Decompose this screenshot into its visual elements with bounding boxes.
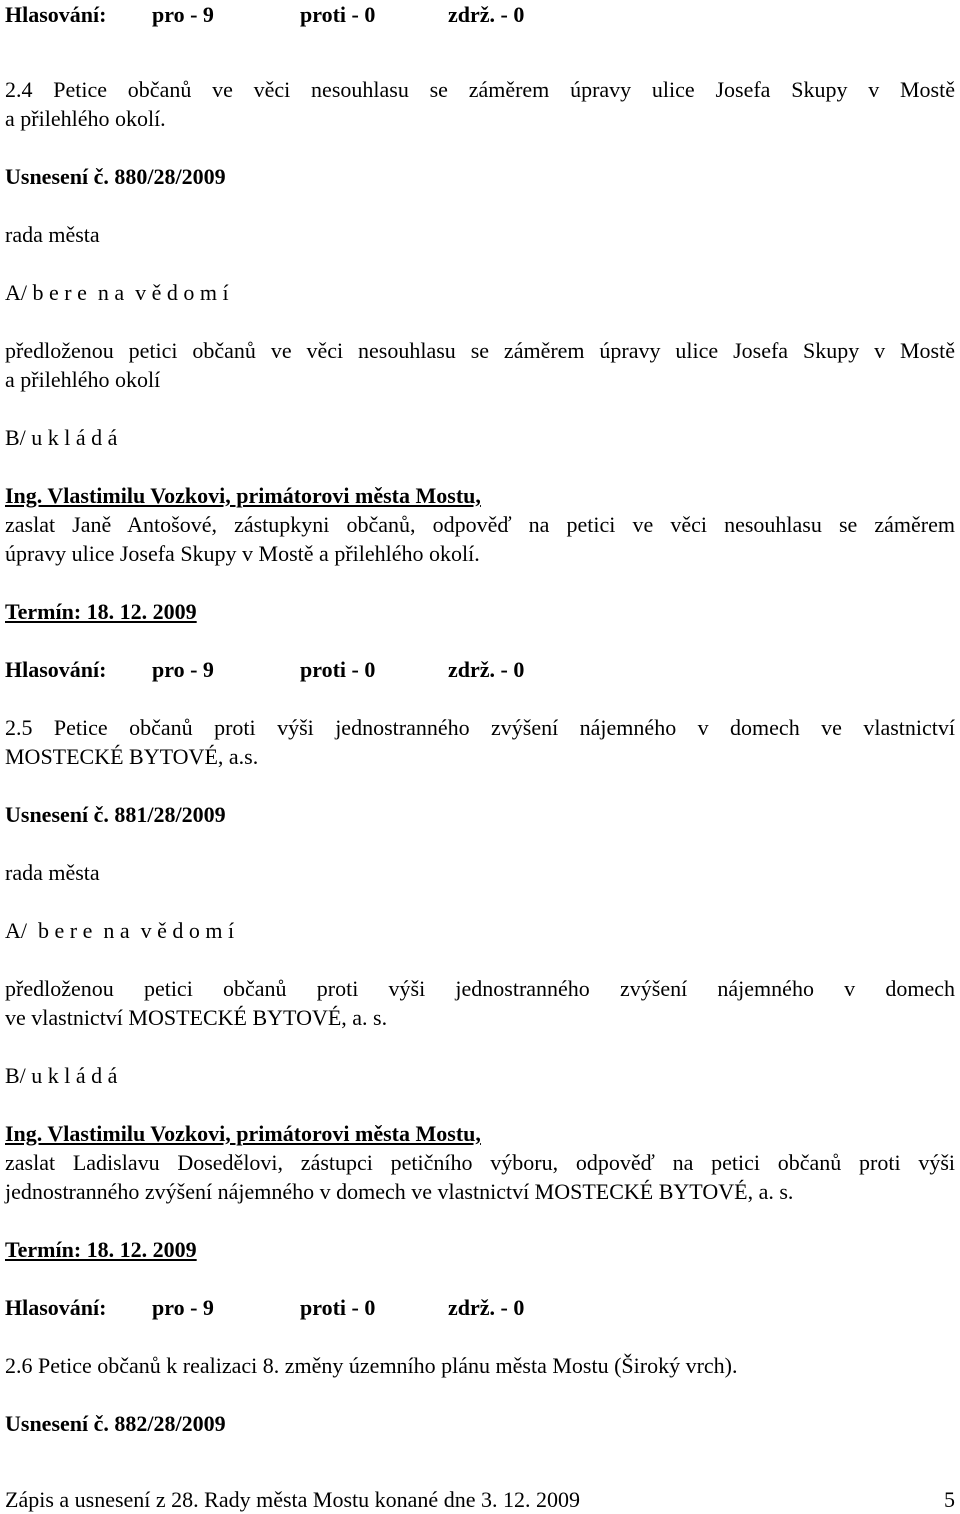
item-heading: 2.6 Petice občanů k realizaci 8. změny územního plánu města Mostu (Široký vrch). xyxy=(5,1353,738,1378)
council-label: rada města xyxy=(5,222,100,247)
vote-zdrz: zdrž. - 0 xyxy=(448,1295,525,1320)
item-heading-cont: MOSTECKÉ BYTOVÉ, a.s. xyxy=(5,744,259,769)
section-b-label: B/ u k l á d á xyxy=(5,1063,118,1088)
council-label: rada města xyxy=(5,860,100,885)
vote-zdrz: zdrž. - 0 xyxy=(448,2,525,27)
section-a-text: předloženou petici občanů proti výši jednostranného zvýšení nájemného v domech xyxy=(5,976,955,1001)
vote-label: Hlasování: xyxy=(5,1295,107,1320)
vote-proti: proti - 0 xyxy=(300,1295,376,1320)
footer-text: Zápis a usnesení z 28. Rady města Mostu konané dne 3. 12. 2009 xyxy=(5,1487,580,1512)
deadline: Termín: 18. 12. 2009 xyxy=(5,1237,197,1262)
voting-line xyxy=(5,1293,524,1322)
vote-zdrz: zdrž. - 0 xyxy=(448,657,525,682)
item-heading: 2.5 Petice občanů proti výši jednostranného zvýšení nájemného v domech ve vlastnictví xyxy=(5,715,955,740)
section-a-text-cont: ve vlastnictví MOSTECKÉ BYTOVÉ, a. s. xyxy=(5,1005,388,1030)
voting-line xyxy=(5,0,524,29)
addressee: Ing. Vlastimilu Vozkovi, primátorovi města Mostu, xyxy=(5,1121,481,1146)
section-a-text: předloženou petici občanů ve věci nesouhlasu se záměrem úpravy ulice Josefa Skupy v Mostě xyxy=(5,338,955,363)
section-b-label: B/ u k l á d á xyxy=(5,425,118,450)
section-a-text-cont: a přilehlého okolí xyxy=(5,367,161,392)
section-b-text: zaslat Janě Antošové, zástupkyni občanů, odpověď na petici ve věci nesouhlasu se záměrem xyxy=(5,512,955,537)
vote-pro: pro - 9 xyxy=(152,657,214,682)
item-heading-cont: a přilehlého okolí. xyxy=(5,106,166,131)
deadline: Termín: 18. 12. 2009 xyxy=(5,599,197,624)
item-heading: 2.4 Petice občanů ve věci nesouhlasu se záměrem úpravy ulice Josefa Skupy v Mostě xyxy=(5,77,955,102)
page-number: 5 xyxy=(944,1487,955,1512)
section-a-label: A/ b e r e n a v ě d o m í xyxy=(5,280,229,305)
resolution-number: Usnesení č. 880/28/2009 xyxy=(5,164,226,189)
page-footer xyxy=(5,1485,955,1514)
vote-label: Hlasování: xyxy=(5,2,107,27)
resolution-number: Usnesení č. 882/28/2009 xyxy=(5,1411,226,1436)
resolution-number: Usnesení č. 881/28/2009 xyxy=(5,802,226,827)
vote-proti: proti - 0 xyxy=(300,2,376,27)
vote-pro: pro - 9 xyxy=(152,1295,214,1320)
section-b-text: zaslat Ladislavu Dosedělovi, zástupci petičního výboru, odpověď na petici občanů proti výši xyxy=(5,1150,955,1175)
vote-pro: pro - 9 xyxy=(152,2,214,27)
vote-label: Hlasování: xyxy=(5,657,107,682)
addressee: Ing. Vlastimilu Vozkovi, primátorovi města Mostu, xyxy=(5,483,481,508)
voting-line xyxy=(5,655,524,684)
section-b-text-cont: jednostranného zvýšení nájemného v domech ve vlastnictví MOSTECKÉ BYTOVÉ, a. s. xyxy=(5,1179,794,1204)
vote-proti: proti - 0 xyxy=(300,657,376,682)
section-b-text-cont: úpravy ulice Josefa Skupy v Mostě a přilehlého okolí. xyxy=(5,541,480,566)
section-a-label: A/ b e r e n a v ě d o m í xyxy=(5,918,235,943)
